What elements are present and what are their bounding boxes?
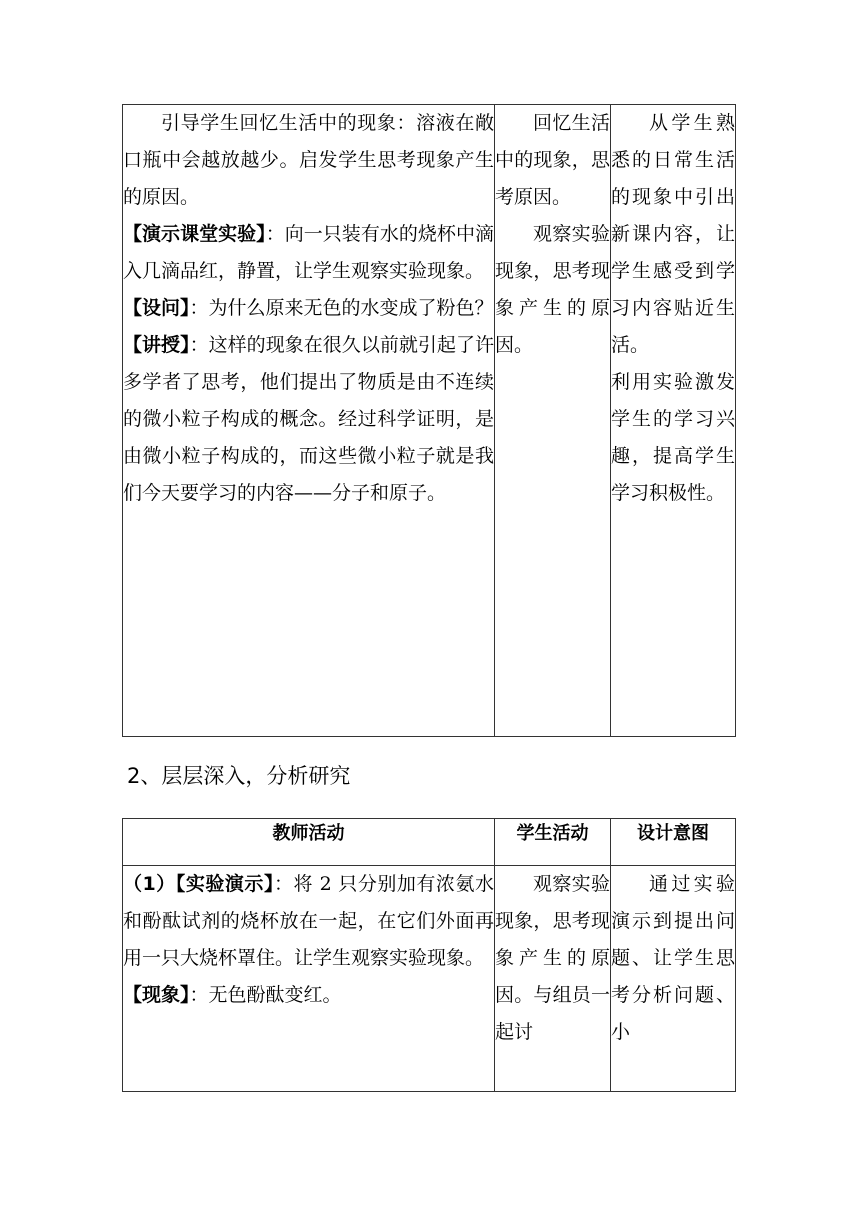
student-activity-cell	[495, 866, 611, 1092]
teacher-paragraph: 【现象】：无色酚酞变红。	[123, 984, 342, 1006]
header-teacher-activity: 教师活动	[123, 819, 495, 866]
intent-paragraph: 通过实验演示到提出问题、让学生思考分析问题、小	[611, 873, 735, 1043]
teacher-paragraph: 【演示课堂实验】：向一只装有水的烧杯中滴入几滴品红，静置，让学生观察实验现象。	[123, 223, 494, 282]
teacher-paragraph: 【讲授】：这样的现象在很久以前就引起了许多学者了思考，他们提出了物质是由不连续的微小粒子构成的概念。经过科学证明，是由微小粒子构成的，而这些微小粒子就是我们今天要学习的内容——分子和原子。	[123, 334, 494, 504]
question-tag: 【设问】	[123, 297, 190, 319]
demo-experiment-tag: 【演示课堂实验】	[123, 223, 266, 245]
student-paragraph: 观察实验现象，思考现象产生的原因。与组员一起讨	[495, 873, 610, 1043]
lecture-tag: 【讲授】	[123, 334, 190, 356]
header-student-activity: 学生活动	[495, 819, 611, 866]
teacher-paragraph: 【设问】：为什么原来无色的水变成了粉色？	[123, 297, 494, 319]
teacher-activity-cell	[123, 866, 495, 1092]
design-intent-cell	[611, 105, 736, 737]
teacher-paragraph: （1）【实验演示】：将 2 只分别加有浓氨水和酚酞试剂的烧杯放在一起，在它们外面再用一只大烧杯罩住。让学生观察实验现象。	[123, 873, 494, 969]
teacher-activity-cell	[123, 105, 495, 737]
experiment-demo-tag: （1）【实验演示】	[123, 873, 274, 895]
header-design-intent: 设计意图	[611, 819, 736, 866]
phenomenon-tag: 【现象】	[123, 984, 190, 1006]
intent-paragraph: 利用实验激发学生的学习兴趣，提高学生学习积极性。	[611, 371, 735, 504]
student-paragraph: 回忆生活中的现象，思考原因。	[495, 112, 610, 208]
design-intent-cell	[611, 866, 736, 1092]
teacher-paragraph: 引导学生回忆生活中的现象：溶液在敞口瓶中会越放越少。启发学生思考现象产生的原因。	[123, 112, 494, 208]
activity-table-intro	[122, 104, 736, 737]
activity-table-analysis	[122, 818, 736, 1092]
student-paragraph: 观察实验现象，思考现象产生的原因。	[495, 223, 610, 356]
student-activity-cell	[495, 105, 611, 737]
section-heading: 2、层层深入，分析研究	[127, 764, 351, 788]
intent-paragraph: 从学生熟悉的日常生活的现象中引出新课内容，让学生感受到学习内容贴近生活。	[611, 112, 735, 356]
